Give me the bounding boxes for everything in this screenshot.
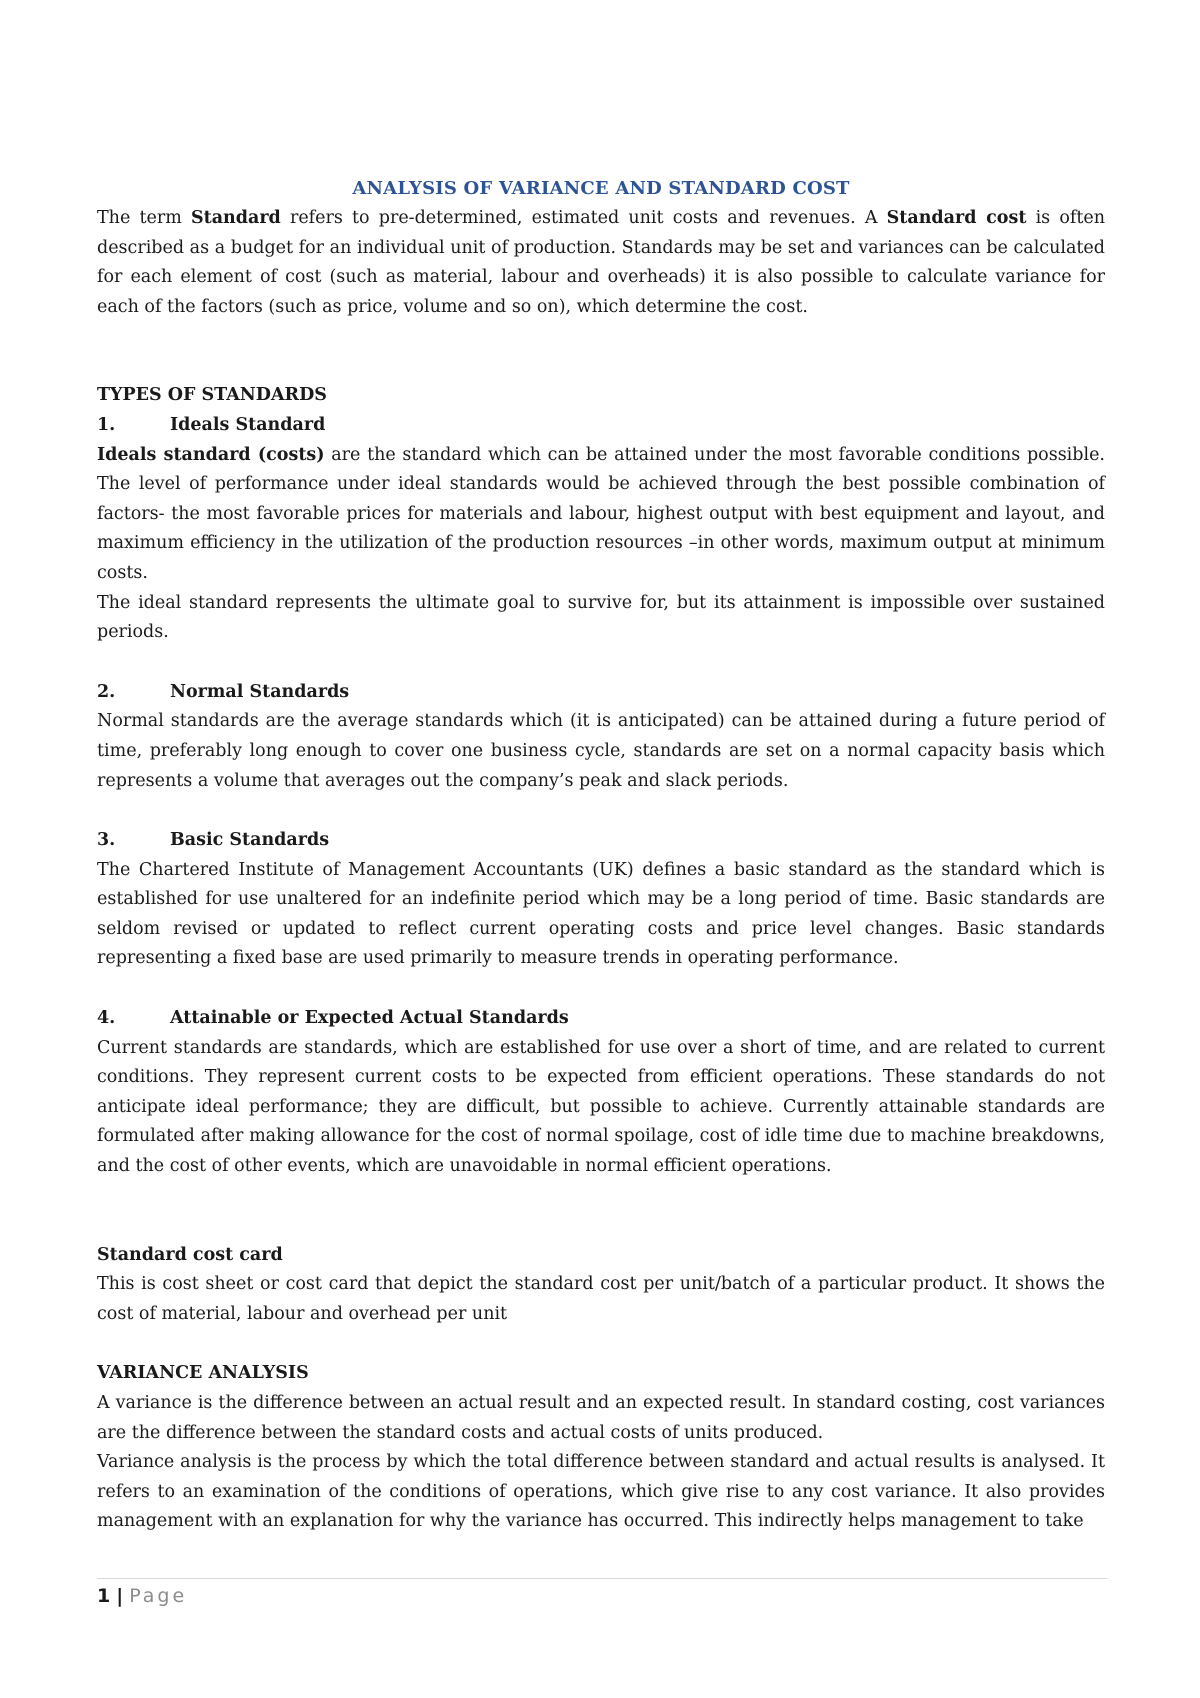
section-3-paragraph: The Chartered Institute of Management Accountants (UK) defines a basic standard as the standard which is established for use unaltered for an indefinite period which may be a long period of time. Basic standards are seldom revised or updated to reflect current operating costs and price level changes. Basic standards representing a fixed base are used primarily to measure trends in operating performance. (97, 859, 1105, 969)
intro-bold-standard-cost: Standard cost (886, 208, 1027, 228)
intro-text: is often described as a budget for an individual unit of production. Standards may be set and variances can be calculated for each element of cost (such as material, labour and overheads) it is also possible to calculate variance for each of the factors (such as price, volume and so on), which determine the cost. (97, 208, 1105, 317)
intro-text: refers to pre-determined, estimated unit costs and revenues. A (280, 208, 887, 228)
section-4-paragraph: Current standards are standards, which are established for use over a short of time, and are related to current conditions. They represent current costs to be expected from efficient operations. These standards do not anticipate ideal performance; they are difficult, but possible to achieve. Currently attainable standards are formulated after making allowance for the cost of normal spoilage, cost of idle time due to machine breakdowns, and the cost of other events, which are unavoidable in normal efficient operations. (97, 1037, 1105, 1177)
bold-term: Ideals standard (costs) (97, 444, 325, 465)
types-heading: TYPES OF STANDARDS (97, 385, 327, 406)
cost-card-heading: Standard cost card (97, 1244, 283, 1265)
section-number: 3. (97, 830, 116, 851)
section-2-heading (97, 678, 1105, 708)
section-1-heading (97, 411, 1105, 441)
section-title: Basic Standards (170, 830, 330, 851)
section-number: 4. (97, 1008, 116, 1029)
section-3-heading (97, 826, 1105, 856)
section-title: Attainable or Expected Actual Standards (170, 1008, 569, 1029)
section-1-paragraph (97, 441, 1105, 589)
variance-heading: VARIANCE ANALYSIS (97, 1363, 309, 1384)
page-label: Page (129, 1585, 188, 1607)
page-footer (97, 1585, 187, 1607)
variance-paragraph-1: A variance is the difference between an actual result and an expected result. In standard costing, cost variances are the difference between the standard costs and actual costs of units produced. (97, 1393, 1105, 1443)
paragraph-text: are the standard which can be attained under the most favorable conditions possible. The level of performance under ideal standards would be achieved through the best possible combination of factors- the most favorable prices for materials and labour, highest output with best equipment and layout, and maximum efficiency in the utilization of the production resources –in other words, maximum output at minimum costs. (97, 444, 1105, 583)
page-number: 1 (97, 1585, 111, 1607)
intro-paragraph (97, 204, 1105, 322)
section-number: 2. (97, 681, 116, 702)
intro-text: The term (97, 208, 191, 228)
variance-paragraph-2: Variance analysis is the process by which the total difference between standard and actual results is analysed. It refers to an examination of the conditions of operations, which give rise to any cost variance. It also provides management with an explanation for why the variance has occurred. This indirectly helps management to take (97, 1452, 1105, 1532)
document-title: ANALYSIS OF VARIANCE AND STANDARD COST (352, 178, 850, 199)
section-4-heading (97, 1004, 1105, 1034)
cost-card-paragraph: This is cost sheet or cost card that depict the standard cost per unit/batch of a particular product. It shows the cost of material, labour and overhead per unit (97, 1274, 1105, 1324)
section-1-paragraph-2: The ideal standard represents the ultimate goal to survive for, but its attainment is impossible over sustained periods. (97, 592, 1105, 643)
document-body (97, 174, 1105, 1537)
section-number: 1. (97, 414, 116, 435)
page-separator: | (116, 1585, 124, 1607)
section-2-paragraph: Normal standards are the average standards which (it is anticipated) can be attained during a future period of time, preferably long enough to cover one business cycle, standards are set on a normal capacity basis which represents a volume that averages out the company’s peak and slack periods. (97, 711, 1105, 791)
intro-bold-standard: Standard (190, 208, 281, 228)
footer-rule (97, 1578, 1107, 1579)
section-title: Normal Standards (170, 681, 350, 702)
section-title: Ideals Standard (170, 414, 326, 435)
